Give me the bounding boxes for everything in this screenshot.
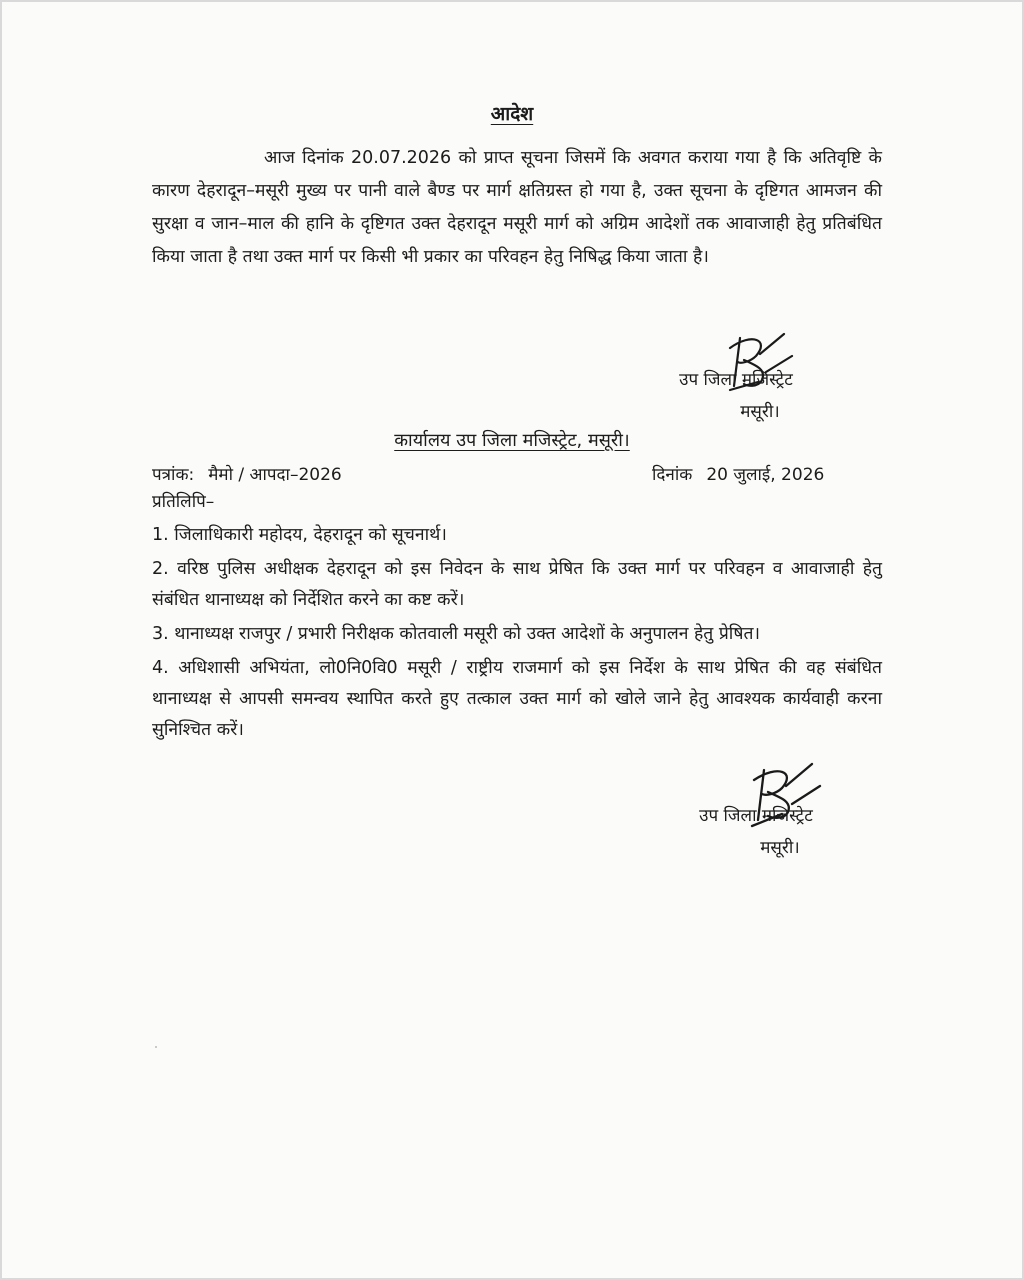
reference-label: पत्रांक: [152, 465, 195, 485]
copy-item: 4. अधिशासी अभियंता, लो0नि0वि0 मसूरी / राष्ट्रीय राजमार्ग को इस निर्देश के साथ प्रेषित की वह संबंधित थानाध्यक्ष से आपसी समन्वय स्थापित करते हुए तत्काल उक्त मार्ग को खोले जाने हेतु आवश्यक कार्यवाही करना सुनिश्चित करें। [152, 658, 882, 740]
copy-place: मसूरी। [760, 838, 800, 858]
date-label: दिनांक [652, 465, 693, 485]
office-heading [0, 428, 1024, 452]
copy-signature-block [656, 800, 856, 864]
office-heading-text: कार्यालय उप जिला मजिस्ट्रेट, मसूरी। [394, 430, 630, 451]
copy-list [152, 520, 882, 749]
order-signature-block [636, 364, 836, 428]
reference-date [652, 462, 824, 488]
order-title [0, 100, 1024, 126]
copy-to-label: प्रतिलिपि– [152, 492, 215, 512]
reference-value: मैमो / आपदा–2026 [208, 465, 342, 485]
copy-item: 3. थानाध्यक्ष राजपुर / प्रभारी निरीक्षक कोतवाली मसूरी को उक्त आदेशों के अनुपालन हेतु प्रेषित। [152, 624, 761, 644]
copy-item: 2. वरिष्ठ पुलिस अधीक्षक देहरादून को इस निवेदन के साथ प्रेषित कि उक्त मार्ग पर परिवहन व आवाजाही हेतु संबंधित थानाध्यक्ष को निर्देशित करने का कष्ट करें। [152, 559, 882, 610]
order-signatory: उप जिला मजिस्ट्रेट [679, 370, 793, 390]
order-title-text: आदेश [490, 103, 534, 125]
order-body: आज दिनांक 20.07.2026 को प्राप्त सूचना जिसमें कि अवगत कराया गया है कि अतिवृष्टि के कारण देहरादून–मसूरी मुख्य पर पानी वाले बैण्ड पर मार्ग क्षतिग्रस्त हो गया है, उक्त सूचना के दृष्टिगत आमजन की सुरक्षा व जान–माल की हानि के दृष्टिगत उक्त देहरादून मसूरी मार्ग को अग्रिम आदेशों तक आवाजाही हेतु प्रतिबंधित किया जाता है तथा उक्त मार्ग पर किसी भी प्रकार का परिवहन हेतु निषिद्ध किया जाता है। [152, 148, 882, 267]
copy-signatory: उप जिला मजिस्ट्रेट [699, 806, 813, 826]
reference-number [152, 462, 342, 488]
date-value: 20 जुलाई, 2026 [706, 465, 825, 485]
order-place: मसूरी। [740, 402, 780, 422]
copy-item: 1. जिलाधिकारी महोदय, देहरादून को सूचनार्थ। [152, 525, 447, 545]
paper-speck [155, 1046, 157, 1048]
